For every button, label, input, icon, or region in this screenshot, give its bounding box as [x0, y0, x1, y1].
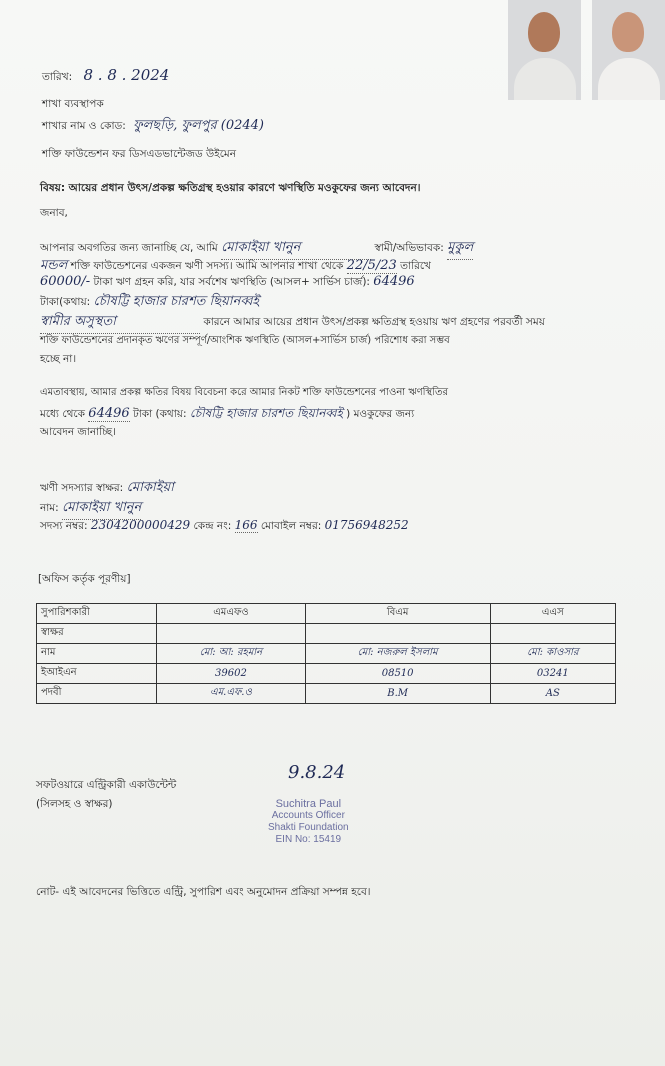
waiver-words: চৌষট্টি হাজার চারশত ছিয়ানব্বই [189, 406, 343, 420]
body-line-7: হচ্ছে না। [40, 353, 77, 365]
salutation: জনাব, [40, 207, 68, 219]
body-line-4: টাকা(কথায়: চৌষট্টি হাজার চারশত ছিয়ানব্বই [40, 294, 260, 309]
footer-note: নোট- এই আবেদনের ভিত্তিতে এন্ট্রি, সুপারিশ এবং অনুমোদন প্রক্রিয়া সম্পন্ন হবে। [36, 886, 371, 898]
reason: স্বামীর অসুস্থতা [40, 312, 200, 334]
guardian-name: মুকুল [447, 238, 473, 260]
body-line-6: শক্তি ফাউন্ডেশনের প্রদানকৃত ঋণের সম্পূর্ণ/আংশিক ঋণস্থিতি (আসল+সার্ভিস চার্জ) পরিশোধ করা সম্ভব [40, 335, 450, 346]
date-row [42, 66, 169, 87]
centre-number: 166 [234, 518, 258, 532]
accountant-label: সফটওয়ারে এন্ট্রিকারী একাউন্টেন্ট [36, 779, 177, 791]
member-name: মোকাইয়া খানুন [62, 498, 141, 520]
table-row: স্বাক্ষর [37, 624, 616, 644]
branch-value: ফুলছড়ি, ফুলপুর (0244) [133, 118, 264, 133]
member-name-row: নাম: মোকাইয়া খানুন [40, 498, 141, 520]
body-line-8: এমতাবস্থায়, আমার প্রকল্প ক্ষতির বিষয় বিবেচনা করে আমার নিকট শক্তি ফাউন্ডেশনের পাওনা ঋণস্থিতির [40, 387, 449, 398]
office-use-label: [অফিস কর্তৃক পূরণীয়] [38, 573, 131, 585]
table-row: ইআইএন 39602 08510 03241 [37, 664, 616, 684]
table-row: নাম মো: আ: রহমান মো: নজরুল ইসলাম মো: কাওসার [37, 644, 616, 664]
loan-balance: 64496 [373, 274, 415, 289]
loan-date: 22/5/23 [346, 258, 397, 273]
loan-amount: 60000/- [40, 274, 91, 289]
member-id: 2304200000429 [90, 518, 191, 532]
body-line-2: মন্ডল শক্তি ফাউন্ডেশনের একজন ঋণী সদস্য। আমি আপনার শাখা থেকে 22/5/23 তারিখে [40, 258, 431, 273]
accountant-seal-label: (সিলসহ ও স্বাক্ষর) [36, 798, 113, 810]
member-sign-row: ঋণী সদস্যার স্বাক্ষর: মোকাইয়া [40, 480, 174, 495]
mobile-number: 01756948252 [324, 518, 409, 532]
body-line-1: আপনার অবগতির জন্য জানাচ্ছি যে, আমি মোকাইয়া খানুন স্বামী/অভিভাবক: মুকুল [40, 238, 473, 260]
applicant-photo [508, 0, 581, 100]
accounts-officer-stamp: Suchitra Paul Accounts Officer Shakti Foundation EIN No: 15419 [268, 798, 349, 845]
waiver-amount: 64496 [88, 406, 130, 421]
branch-row [42, 116, 264, 137]
branch-label: শাখার নাম ও কোড: [42, 120, 126, 132]
guardian-photo [592, 0, 665, 100]
body-line-3: 60000/- টাকা ঋণ গ্রহন করি, যার সর্বশেষ ঋণস্থিতি (আসল+ সার্ভিস চার্জ): 64496 [40, 274, 415, 289]
table-row: পদবী এম.এফ.ও B.M AS [37, 684, 616, 704]
body-line-5: স্বামীর অসুস্থতা কারনে আমার আয়ের প্রধান উৎস/প্রকল্প ক্ষতিগ্রস্থ হওয়ায় ঋণ গ্রহণের পরবর্তী সময় [40, 312, 545, 334]
subject-line: বিষয়: আয়ের প্রধান উৎস/প্রকল্প ক্ষতিগ্রস্থ হওয়ার কারণে ঋণস্থিতি মওকুফের জন্য আবেদন। [40, 182, 421, 194]
date-value: 8 . 8 . 2024 [83, 66, 170, 84]
recommendation-table [36, 603, 616, 704]
member-id-row: সদস্য নম্বর: 2304200000429 কেন্দ্র নং: 166 মোবাইল নম্বর: 01756948252 [40, 518, 409, 532]
body-line-10: আবেদন জানাচ্ছি। [40, 426, 116, 438]
applicant-name: মোকাইয়া খানুন [221, 238, 371, 260]
date-label: তারিখ: [42, 71, 73, 83]
accountant-sign-date: 9.8.24 [288, 762, 346, 783]
member-signature: মোকাইয়া [126, 480, 174, 495]
body-line-9: মধ্যে থেকে 64496 টাকা (কথায়: চৌষট্টি হাজার চারশত ছিয়ানব্বই ) মওকুফের জন্য [40, 406, 415, 421]
branch-manager: শাখা ব্যবস্থাপক [42, 98, 104, 110]
foundation-name: শক্তি ফাউন্ডেশন ফর ডিসএডভান্টেজড উইমেন [42, 148, 237, 160]
balance-words: চৌষট্টি হাজার চারশত ছিয়ানব্বই [93, 294, 260, 309]
table-header-row: সুপারিশকারী এমএফও বিএম এএস [37, 604, 616, 624]
